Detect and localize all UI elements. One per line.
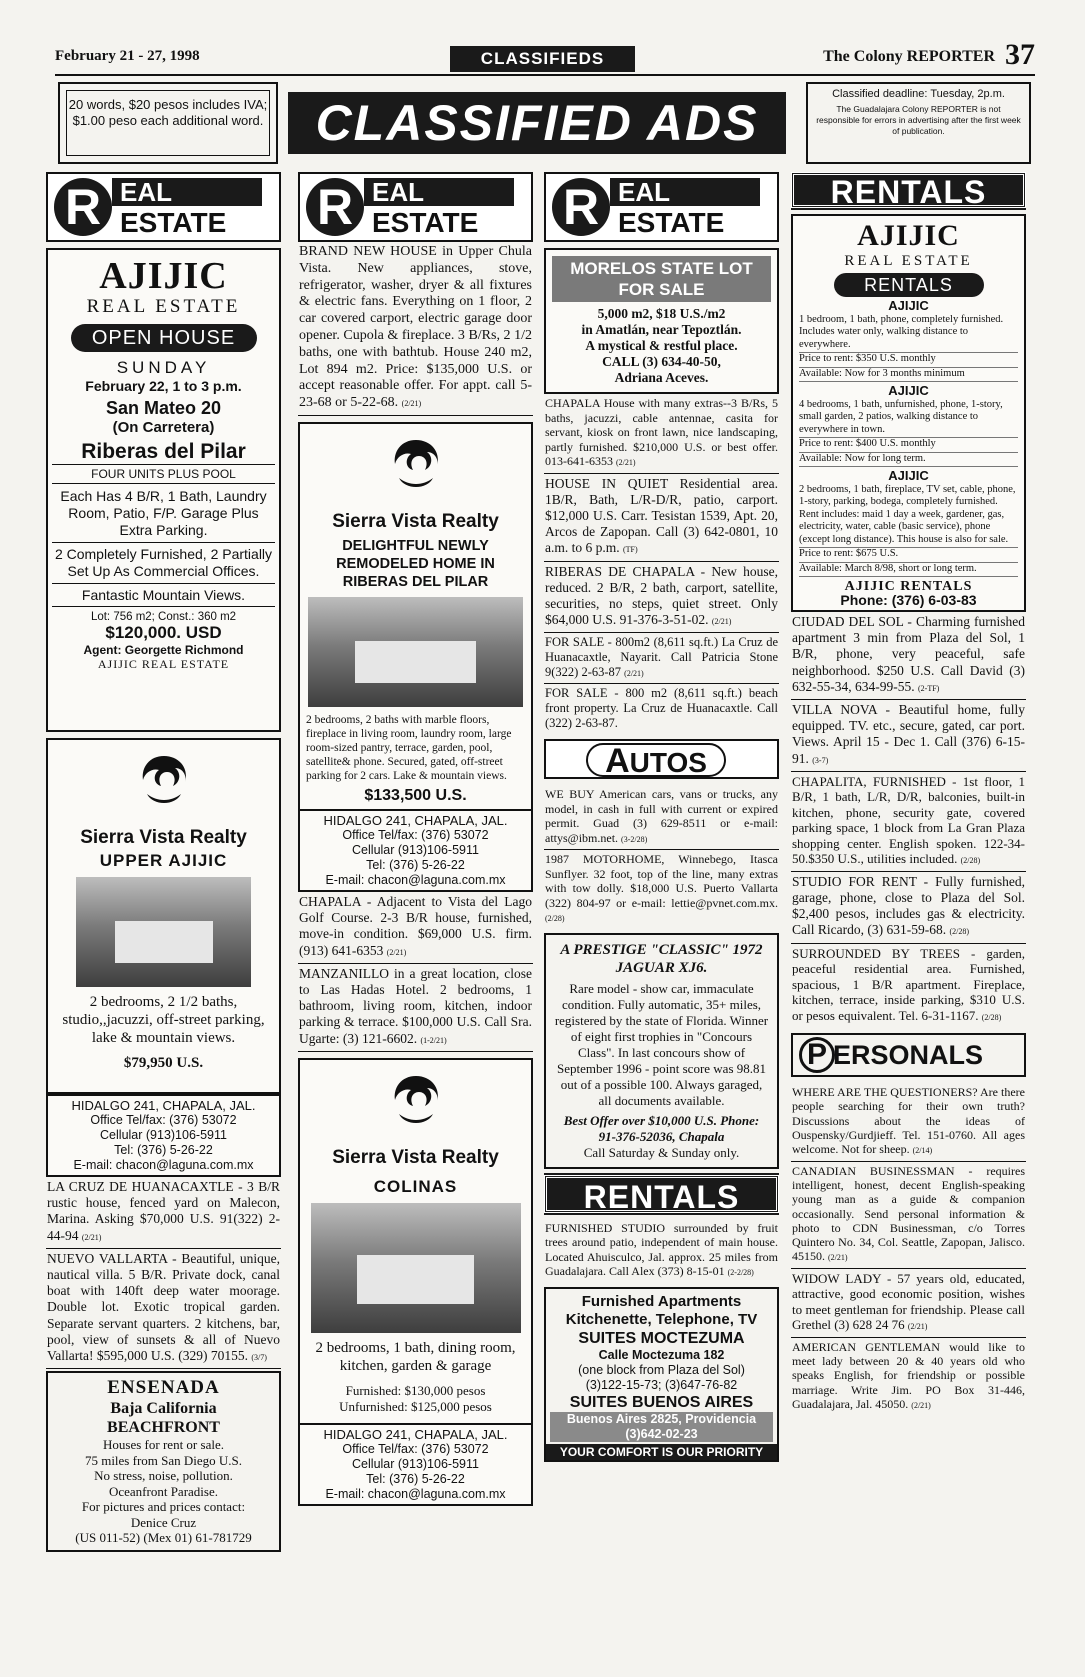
contact-address: HIDALGO 241, CHAPALA, JAL. (323, 812, 508, 828)
jaguar-title: A PRESTIGE "CLASSIC" 1972 JAGUAR XJ6. (560, 941, 763, 976)
contact-cellular: Cellular (913)106-5911 (352, 842, 479, 857)
contact-cellular: Cellular (913)106-5911 (352, 1456, 479, 1471)
list-item: AMERICAN GENTLEMAN would like to meet lady between 20 & 40 years old who speaks English, for friendship or possible marriage. Write Jim. PO Box 31-446, Guadalajara, Jal. 45050. (2/21) (792, 1339, 1025, 1411)
ajijic-rentals-ad (791, 214, 1026, 612)
deadline-box (806, 82, 1031, 164)
ensenada-sub: Baja California (110, 1400, 217, 1418)
open-house-price: $120,000. USD (105, 623, 222, 642)
list-item: CHAPALA House with many extras--3 B/Rs, 5 baths, jacuzzi, cable antennae, casita for servant, kiosk on front lawn, nice landscaping, partly furnished. $210,000 U.S. or best offer. 013-641-6353 (2/21) (544, 394, 779, 474)
rental-desc: 1 bedroom, 1 bath, phone, completely furnished. Includes water only, walking distance to everywhere. (799, 314, 1018, 354)
contact-email: E-mail: chacon@laguna.com.mx (325, 872, 506, 887)
rentals-pill: RENTALS (834, 273, 984, 297)
house-photo (311, 1203, 521, 1333)
banner-top: EAL (364, 178, 514, 206)
banner-bottom: ESTATE (372, 207, 479, 238)
rental-price: Price to rent: $675 U.S. (799, 548, 1018, 563)
open-house-pill: OPEN HOUSE (71, 324, 257, 352)
ajijic-sub: REAL ESTATE (844, 253, 973, 269)
contact-email: E-mail: chacon@laguna.com.mx (73, 1158, 254, 1172)
list-item: LA CRUZ DE HUANACAXTLE - 3 B/R rustic house, fenced yard on Malecon, Marina. Asking $70,000 U.S. 91(322) 2-44-94 (2/21) (46, 1177, 281, 1249)
column-2 (298, 172, 533, 1664)
sierra-vista-contact (46, 1094, 281, 1177)
open-house-place2: (On Carretera) (112, 419, 215, 436)
sierra-vista-contact (300, 1423, 531, 1504)
ajijic-sub: REAL ESTATE (86, 296, 241, 317)
autos-banner (544, 739, 779, 779)
ensenada-line: No stress, noise, pollution. (94, 1468, 233, 1484)
real-estate-banner (544, 172, 779, 242)
sierra-vista-desc: 2 bedrooms, 2 baths with marble floors, fireplace in living room, laundry room, large room-sized pantry, terrace, garden, pool, satellite& phone. Secured, gated, off-street parking for 2 cars. Lake & mountain views. (306, 713, 512, 782)
page-number: 37 (1005, 38, 1035, 71)
deadline-text: Classified deadline: Tuesday, 2p.m. (832, 88, 1005, 100)
suites-near: (one block from Plaza del Sol) (578, 1362, 745, 1377)
suites-tel: (3)122-15-73; (3)647-76-82 (585, 1377, 738, 1392)
sierra-vista-desc: 2 bedrooms, 2 1/2 baths, studio,,jacuzzi, off-street parking, lake & mountain views. (62, 994, 265, 1046)
rental-price: Price to rent: $350 U.S. monthly (799, 353, 1018, 368)
list-item: SURROUNDED BY TREES - garden, peaceful residential area. Furnished, spacious, 1 B/R apartment. Fireplace, kitchen, terrace, inside parking, $310 U.S. or pesos equivalent. Tel. 6-31-1167. (2/28) (792, 945, 1025, 1023)
list-item: 1987 MOTORHOME, Winnebego, Itasca Sunflyer. 32 foot, top of the line, many extras with tow dolly. $18,000 U.S. Puerto Vallarta (322) 804-97 or e-mail: lettie@pvnet.com.mx. (2/28) (545, 852, 778, 924)
suites-title2: Kitchenette, Telephone, TV (565, 1310, 758, 1328)
list-item: BRAND NEW HOUSE in Upper Chula Vista. New appliances, stove, refrigerator, washer, dryer & all fixtures & electric fans. Everything on 1 floor, 2 car covered carport, electric garage door opener. Cupola & fireplace. 3 B/Rs, 2 1/2 baths, one with bathtub. House 240 m2, Lot 894 m2. Price: $135,000 U.S. or accept reasonable offer. For appt. call 5-23-68 or 5-22-68. (2/21) (298, 242, 533, 416)
list-item: WHERE ARE THE QUESTIONERS? Are there people searching for their own truth? Discussions about the ideas of Ouspensky/Gurdjieff. Tel. 151-0760. All ages welcome. Not for sheep. (2/14) (791, 1083, 1026, 1161)
ensenada-line: 75 miles from San Diego U.S. (84, 1452, 243, 1468)
sierra-vista-riberas-ad (298, 422, 533, 892)
rental-available: Available: March 8/98, short or long term. (799, 563, 1018, 578)
column-3 (544, 172, 779, 1664)
jaguar-call: Call Saturday & Sunday only. (583, 1144, 740, 1160)
personals-label: ERSONALS (833, 1040, 984, 1071)
contact-cellular: Cellular (913)106-5911 (100, 1128, 227, 1142)
ajijic-open-house-ad (46, 248, 281, 732)
ensenada-ad (46, 1371, 281, 1552)
sierra-vista-headline: COLINAS (373, 1176, 458, 1196)
rates-box (58, 82, 278, 164)
list-item: FOR SALE - 800 m2 (8,611 sq.ft.) beach front property. La Cruz de Huanacaxtle. Call (322) 2-63-87. (545, 686, 778, 731)
disclaimer-text: The Guadalajara Colony REPORTER is not responsible for errors in advertising after the first week of publication. (816, 104, 1021, 136)
sierra-vista-logo-icon (381, 1068, 451, 1138)
suites-moctezuma: SUITES MOCTEZUMA (578, 1329, 745, 1347)
house-photo (308, 597, 523, 707)
contact-address: HIDALGO 241, CHAPALA, JAL. (323, 1426, 508, 1442)
morelos-lot-ad (544, 248, 779, 394)
ajijic-rentals-footer: AJIJIC RENTALS (844, 579, 973, 594)
contact-address: HIDALGO 241, CHAPALA, JAL. (71, 1098, 256, 1113)
morelos-line: 5,000 m2, $18 U.S./m2 (597, 306, 726, 321)
banner-top: EAL (112, 178, 262, 206)
suites-address2: Buenos Aires 2825, Providencia (550, 1412, 773, 1427)
list-item: WIDOW LADY - 57 years old, educated, attractive, good economic position, wishes to meet gentleman for friendship. Please call Grethel (3) 628 24 76 (2/21) (791, 1269, 1026, 1338)
list-item: HOUSE IN QUIET Residential area. 1B/R, Bath, L/R-D/R, patio, carport. $12,000 U.S. Carr. Tesistan 1539, Apt. 20, Arcos de Zapopan. Call (3) 642-0801, 10 a.m. to 6 p.m. (TF) (544, 474, 779, 562)
ensenada-line: Houses for rent or sale. (103, 1437, 224, 1453)
rental-desc: 2 bedrooms, 1 bath, fireplace, TV set, cable, phone, 1-story, parking, bodega, completely furnished. Rent includes: maid 1 day a week, gardener, gas, electricity, water, cable (basic service), phone (except long distance). This house is also for sale. (799, 484, 1018, 549)
list-item: FOR SALE - 800m2 (8,611 sq.ft.) La Cruz de Huanacaxtle, Nayarit. Call Patricia Stone 9(322) 2-63-87 (2/21) (544, 633, 779, 684)
list-item: CANADIAN BUSINESSMAN - requires intelligent, honest, decent English-speaking young man as a guide & companion occasionally. Send personal information & photo to CDN Businessman, c/o Torres Quintero No. 34, Col. Seattle, Zapopan, Jalisco. 45150. (2/21) (791, 1162, 1026, 1269)
ensenada-title: ENSENADA (107, 1377, 220, 1399)
open-house-units: FOUR UNITS PLUS POOL (52, 464, 275, 484)
open-house-lot: Lot: 756 m2; Const.: 360 m2 (90, 611, 237, 623)
jaguar-desc: Rare model - show car, immaculate condition. Fully automatic, 35+ miles, registered by the state of Florida. Winner of eight first trophies in "Concours Class". In last concours show of September 1996 - point score was 98.81 out of a possible 100. Always garaged, all documents available. (554, 980, 769, 1108)
open-house-place: San Mateo 20 (105, 398, 222, 418)
jaguar-offer: Best Offer over $10,000 U.S. Phone: 91-376-52036, Chapala (563, 1112, 760, 1144)
list-item: MANZANILLO in a great location, close to Las Hadas Hotel. 2 bedrooms, 1 bathroom, living room, kitchen, indoor parking & terrace. $100,000 U.S. Call Sra. Ugarte: (3) 121-6602. (1-2/21) (298, 964, 533, 1052)
contact-office: Office Tel/fax: (376) 53072 (342, 1441, 489, 1456)
suites-ad (544, 1287, 779, 1462)
sierra-vista-headline: UPPER AJIJIC (99, 851, 228, 870)
banner-letter: R (306, 178, 364, 236)
jaguar-ad (544, 933, 779, 1169)
masthead (55, 40, 1035, 76)
ensenada-line: Oceanfront Paradise. (108, 1483, 218, 1499)
morelos-line: Adriana Aceves. (614, 370, 709, 385)
open-house-area: Riberas del Pilar (81, 440, 246, 463)
house-photo (76, 877, 251, 987)
contact-office: Office Tel/fax: (376) 53072 (90, 1113, 237, 1127)
sierra-vista-headline: DELIGHTFUL NEWLY REMODELED HOME IN RIBERAS DEL PILAR (336, 537, 495, 590)
sierra-vista-name: Sierra Vista Realty (80, 827, 247, 848)
paper-name: The Colony REPORTER (823, 48, 995, 65)
sierra-vista-upper-ajijic-ad (46, 738, 281, 1094)
sierra-vista-name: Sierra Vista Realty (332, 510, 499, 532)
ensenada-line: (US 011-52) (Mex 01) 61-781729 (75, 1530, 252, 1546)
sierra-vista-contact (300, 809, 531, 890)
sierra-vista-price: $79,950 U.S. (123, 1055, 204, 1071)
real-estate-banner (46, 172, 281, 242)
sierra-vista-desc: 2 bedrooms, 1 bath, dining room, kitchen, garden & garage (315, 1339, 516, 1374)
ajijic-logo: AJIJIC (99, 255, 228, 297)
sierra-vista-unfurnished: Unfurnished: $125,000 pesos (339, 1398, 492, 1414)
ajijic-logo: AJIJIC (857, 219, 960, 252)
list-item: FURNISHED STUDIO surrounded by fruit trees around patio, independent of main house. Located Ahuisculco, Jal. approx. 25 miles from Guadalajara. Call Alex (373) 8-15-01 (2-2/28) (545, 1220, 778, 1279)
sierra-vista-logo-icon (381, 432, 451, 502)
column-4 (791, 172, 1026, 1664)
open-house-day: SUNDAY (116, 358, 211, 377)
sierra-vista-colinas-ad (298, 1058, 533, 1506)
real-estate-banner (298, 172, 533, 242)
contact-tel: Tel: (376) 5-26-22 (366, 1471, 465, 1486)
morelos-line: in Amatlán, near Tepoztlán. (581, 322, 742, 337)
list-item: WE BUY American cars, vans or trucks, any model, in cash in full with current or expired permit. Guad (3) 629-8511 or e-mail: attys@ibm.net. (3-2/28) (544, 785, 779, 850)
rental-heading: AJIJIC (888, 468, 929, 483)
banner-letter: R (54, 178, 112, 236)
autos-label: AUTOS (586, 743, 726, 777)
column-1 (46, 172, 281, 1664)
banner-letter: R (552, 178, 610, 236)
open-house-footer: AJIJIC REAL ESTATE (97, 657, 230, 671)
suites-title: Furnished Apartments (581, 1292, 742, 1310)
contact-tel: Tel: (376) 5-26-22 (366, 857, 465, 872)
contact-email: E-mail: chacon@laguna.com.mx (325, 1486, 506, 1501)
sierra-vista-logo-icon (129, 748, 199, 818)
issue-date: February 21 - 27, 1998 (55, 48, 200, 64)
open-house-views: Fantastic Mountain Views. (52, 587, 275, 607)
open-house-agent: Agent: Georgette Richmond (83, 643, 244, 657)
classified-ads-title: CLASSIFIED ADS (288, 92, 786, 154)
contact-tel: Tel: (376) 5-26-22 (114, 1143, 213, 1157)
ensenada-line: For pictures and prices contact: (81, 1499, 246, 1515)
banner-bottom: ESTATE (120, 207, 227, 238)
banner-bottom: ESTATE (618, 207, 725, 238)
list-item: STUDIO FOR RENT - Fully furnished, garage, phone, close to Plaza del Sol. $2,400 pesos, includes gas & electricity. Call Ricardo, (3) 631-59-68. (2/28) (791, 872, 1026, 944)
sierra-vista-name: Sierra Vista Realty (332, 1146, 499, 1168)
section-label: CLASSIFIEDS (450, 46, 635, 72)
suites-address: Calle Moctezuma 182 (598, 1347, 725, 1362)
rental-heading: AJIJIC (888, 298, 929, 313)
suites-buenos-aires: SUITES BUENOS AIRES (569, 1393, 754, 1411)
list-item: VILLA NOVA - Beautiful home, fully equipped. TV. etc., secure, gated, car port. Views. April 15 - Dec 1. Call (376) 6-15-91. (3-7) (791, 700, 1026, 772)
rental-available: Available: Now for long term. (799, 453, 1018, 468)
open-house-furnished: 2 Completely Furnished, 2 Partially Set Up As Commercial Offices. (52, 546, 275, 584)
morelos-line: A mystical & restful place. (585, 338, 738, 353)
list-item: CHAPALITA, FURNISHED - 1st floor, 1 B/R, 1 bath, L/R, D/R, balconies, built-in kitchen, phone, security gate, covered parking space, 1 block from La Gran Plaza shopping center. English spoken. 122-34-50.$350 U.S., utilities included. (2/28) (791, 772, 1026, 872)
suites-tel2: (3)642-02-23 (550, 1427, 773, 1442)
contact-office: Office Tel/fax: (376) 53072 (342, 827, 489, 842)
rental-heading: AJIJIC (888, 383, 929, 398)
list-item: RIBERAS DE CHAPALA - New house, reduced. 2 B/R, 2 bath, carport, satellite, securities, no steps, quiet street. Only $64,000 U.S. 91-376-3-51-02. (2/21) (544, 562, 779, 634)
ensenada-line: Denice Cruz (130, 1514, 197, 1530)
ajijic-rentals-phone: Phone: (376) 6-03-83 (840, 591, 977, 608)
list-item: CHAPALA - Adjacent to Vista del Lago Golf Course. 2-3 B/R house, furnished, move-in condition. $69,000 U.S. firm. (913) 641-6353 (2/21) (298, 892, 533, 964)
rentals-banner: RENTALS (544, 1175, 779, 1213)
personals-letter: P (799, 1037, 835, 1073)
sierra-vista-price: $133,500 U.S. (364, 786, 467, 804)
banner-top: EAL (610, 178, 760, 206)
morelos-title: MORELOS STATE LOT FOR SALE (552, 256, 771, 302)
rental-available: Available: Now for 3 months minimum (799, 368, 1018, 383)
open-house-date: February 22, 1 to 3 p.m. (85, 378, 242, 394)
rentals-banner: RENTALS (791, 172, 1026, 208)
sierra-vista-furnished: Furnished: $130,000 pesos (345, 1382, 486, 1398)
open-house-each: Each Has 4 B/R, 1 Bath, Laundry Room, Patio, F/P. Garage Plus Extra Parking. (52, 488, 275, 543)
list-item: CIUDAD DEL SOL - Charming furnished apartment 3 min from Plaza del Sol, 1 B/R, phone, very peaceful, safe neighborhood. $250 U.S. Call David (3) 632-55-34, 634-99-55. (2-TF) (791, 612, 1026, 700)
personals-banner (791, 1033, 1026, 1077)
suites-slogan: YOUR COMFORT IS OUR PRIORITY (546, 1444, 777, 1460)
list-item: NUEVO VALLARTA - Beautiful, unique, nautical villa. 5 B/R. Private dock, canal boat with 140ft deep water moorage. Double lot. Exotic tropical garden. Separate servant quarters. 2 kitchens, bar, pool, view of sunsets & all of Nuevo Vallarta! $595,000 U.S. (329) 70155. (3/7) (46, 1249, 281, 1369)
rental-desc: 4 bedrooms, 1 bath, unfurnished, phone, 1-story, small garden, 2 patios, walking distance to everywhere in town. (799, 399, 1018, 439)
ensenada-sub2: BEACHFRONT (107, 1419, 220, 1437)
rental-price: Price to rent: $400 U.S. monthly (799, 438, 1018, 453)
morelos-line: CALL (3) 634-40-50, (602, 354, 721, 369)
rates-text: 20 words, $20 pesos includes IVA; $1.00 peso each additional word. (66, 90, 270, 156)
